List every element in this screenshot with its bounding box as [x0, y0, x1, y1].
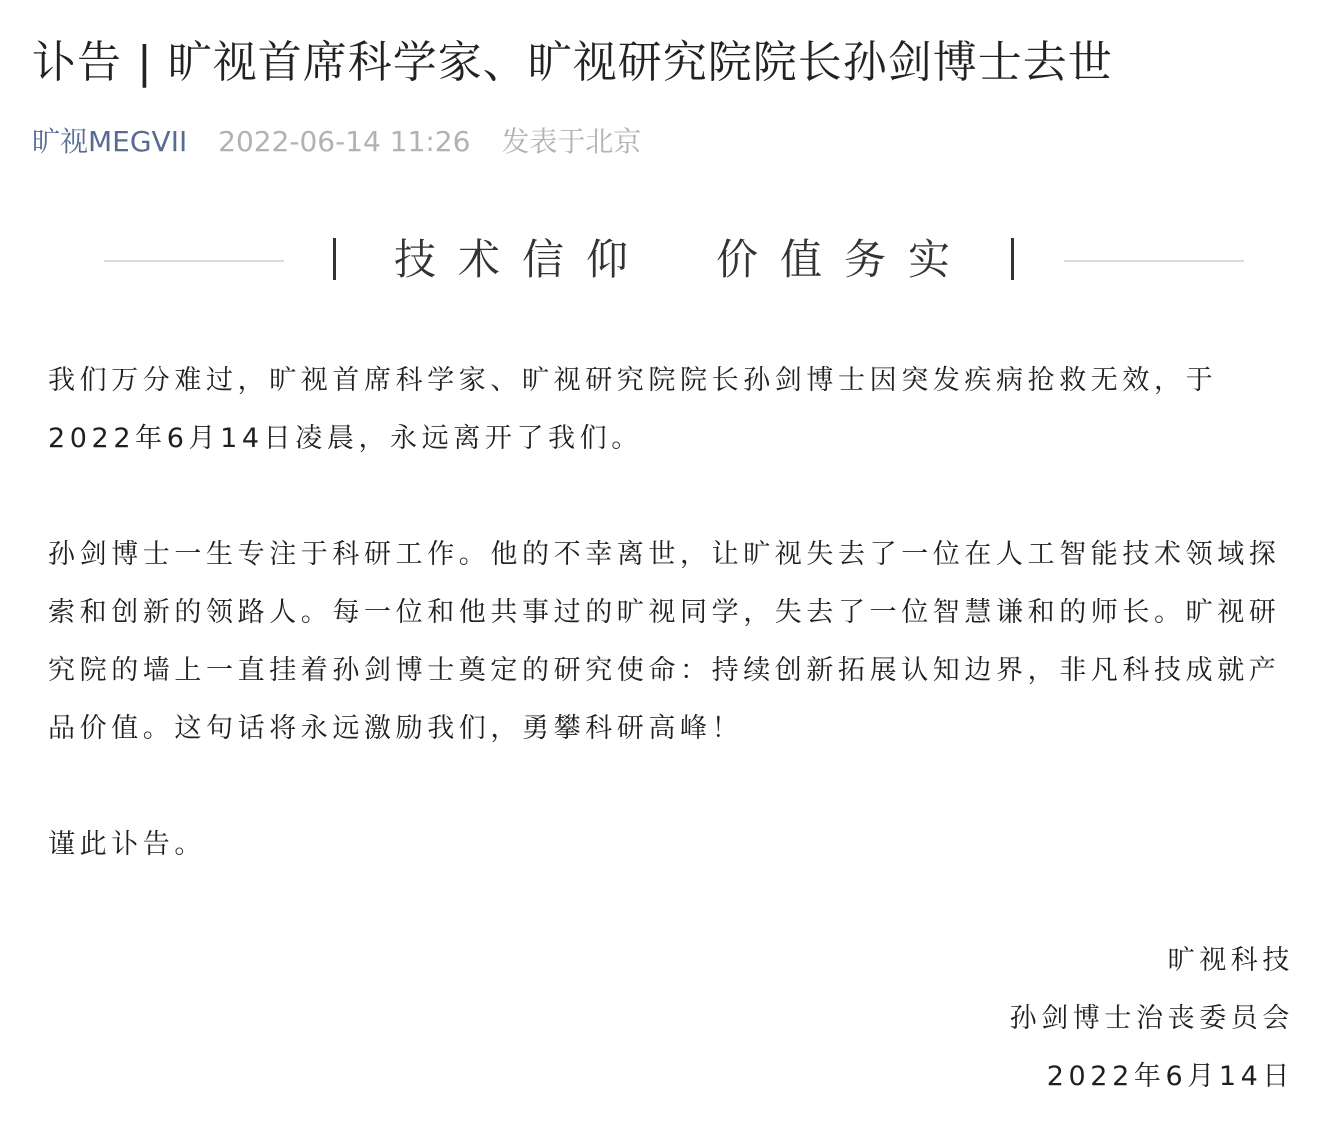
- signature-date: 2022年6月14日: [1046, 1061, 1294, 1092]
- publish-time: 2022-06-14 11:26: [218, 125, 471, 158]
- article-meta: [32, 122, 641, 162]
- banner-rule-right: [1064, 260, 1244, 262]
- signature-committee: 孙剑博士治丧委员会: [1009, 1003, 1294, 1034]
- banner-bar-left: [333, 238, 336, 280]
- paragraph-announcement: 我们万分难过，旷视首席科学家、旷视研究院院长孙剑博士因突发疾病抢救无效，于2022年6月14日凌晨，永远离开了我们。: [48, 365, 1218, 454]
- author-link[interactable]: 旷视MEGVII: [32, 125, 188, 158]
- paragraph-closing: 谨此讣告。: [48, 829, 206, 860]
- banner-slogan-right: 价值务实: [716, 235, 973, 284]
- publish-location: 发表于北京: [501, 125, 642, 158]
- slogan-banner: [104, 228, 1244, 292]
- signature-company: 旷视科技: [1167, 945, 1294, 976]
- paragraph-tribute: 孙剑博士一生专注于科研工作。他的不幸离世，让旷视失去了一位在人工智能技术领域探索和创新的领路人。每一位和他共事过的旷视同学，失去了一位智慧谦和的师长。旷视研究院的墙上一直挂着孙剑博士奠定的研究使命：持续创新拓展认知边界，非凡科技成就产品价值。这句话将永远激励我们，勇攀科研高峰！: [48, 539, 1281, 744]
- banner-bar-right: [1011, 238, 1014, 280]
- banner-slogan-left: 技术信仰: [394, 235, 651, 284]
- banner-rule-left: [104, 260, 284, 262]
- article-title: 讣告 | 旷视首席科学家、旷视研究院院长孙剑博士去世: [32, 37, 1113, 88]
